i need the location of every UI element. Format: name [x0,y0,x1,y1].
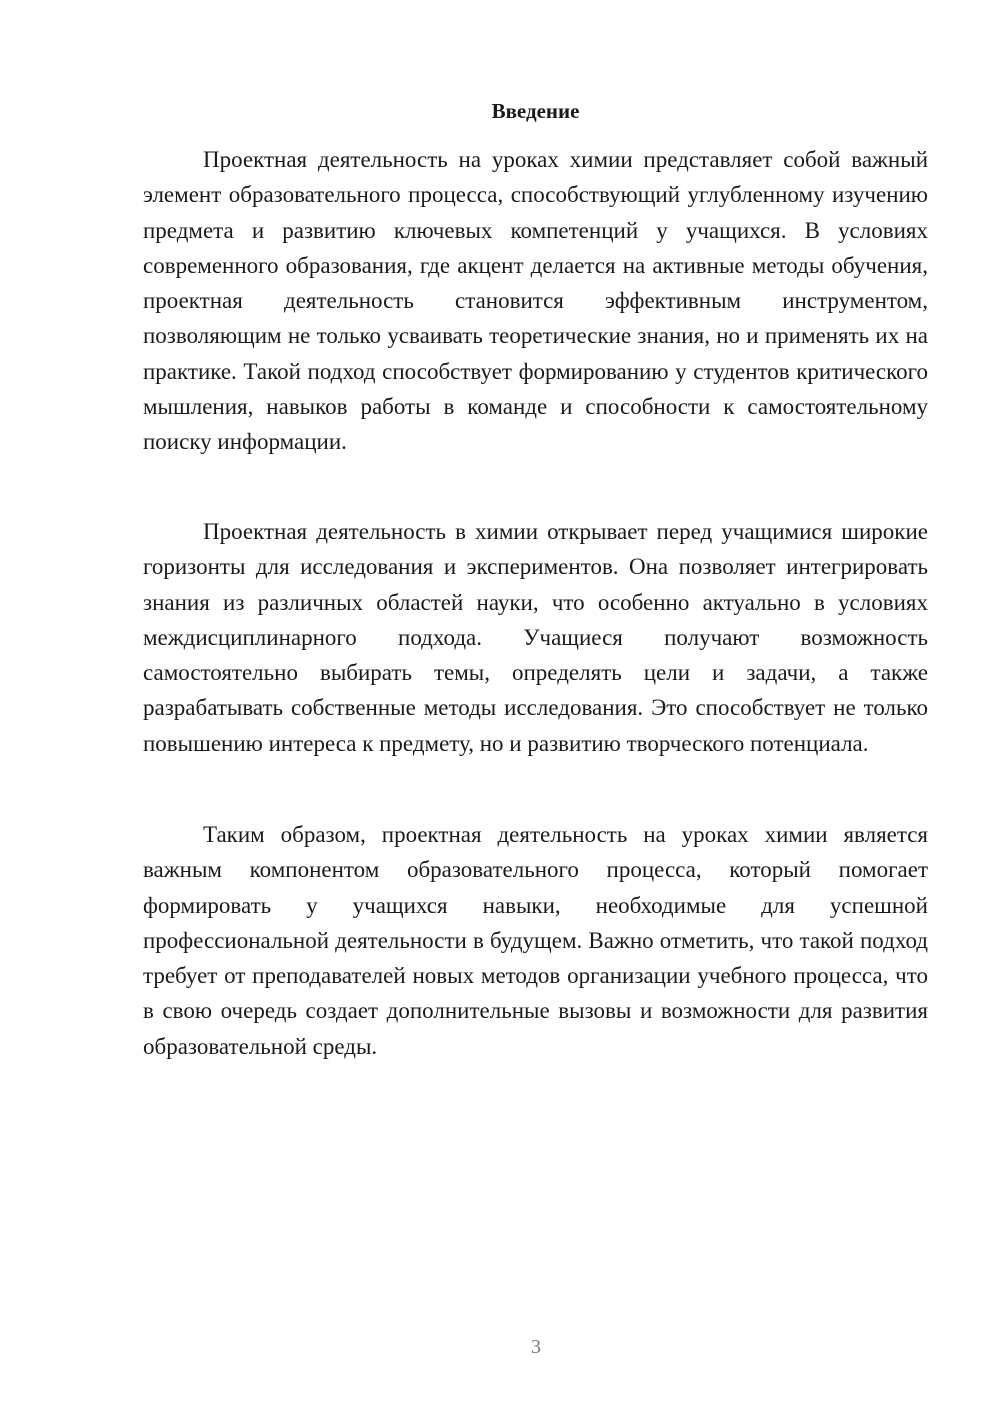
paragraph-3: Таким образом, проектная деятельность на уроках химии является важным компонентом образовательного процесса, который помогает формировать у учащихся навыки, необходимые для успешной профессиональной деятельности в будущем. Важно отметить, что такой подход требует от преподавателей новых методов организации учебного процесса, что в свою очередь создает дополнительные вызовы и возможности для развития образовательной среды. [143,822,928,1059]
paragraph-2: Проектная деятельность в химии открывает перед учащимися широкие горизонты для исследования и экспериментов. Она позволяет интегрировать знания из различных областей науки, что особенно актуально в условиях междисциплинарного подхода. Учащиеся получают возможность самостоятельно выбирать темы, определять цели и задачи, а также разрабатывать собственные методы исследования. Это способствует не только повышению интереса к предмету, но и развитию творческого потенциала. [143,519,928,756]
section-heading: Введение [491,99,580,123]
paragraph-1: Проектная деятельность на уроках химии представляет собой важный элемент образовательного процесса, способствующий углубленному изучению предмета и развитию ключевых компетенций у учащихся. В условиях современного образования, где акцент делается на активные методы обучения, проектная деятельность становится эффективным инструментом, позволяющим не только усваивать теоретические знания, но и применять их на практике. Такой подход способствует формированию у студентов критического мышления, навыков работы в команде и способности к самостоятельному поиску информации. [143,147,928,455]
page-number: 3 [531,1336,541,1358]
